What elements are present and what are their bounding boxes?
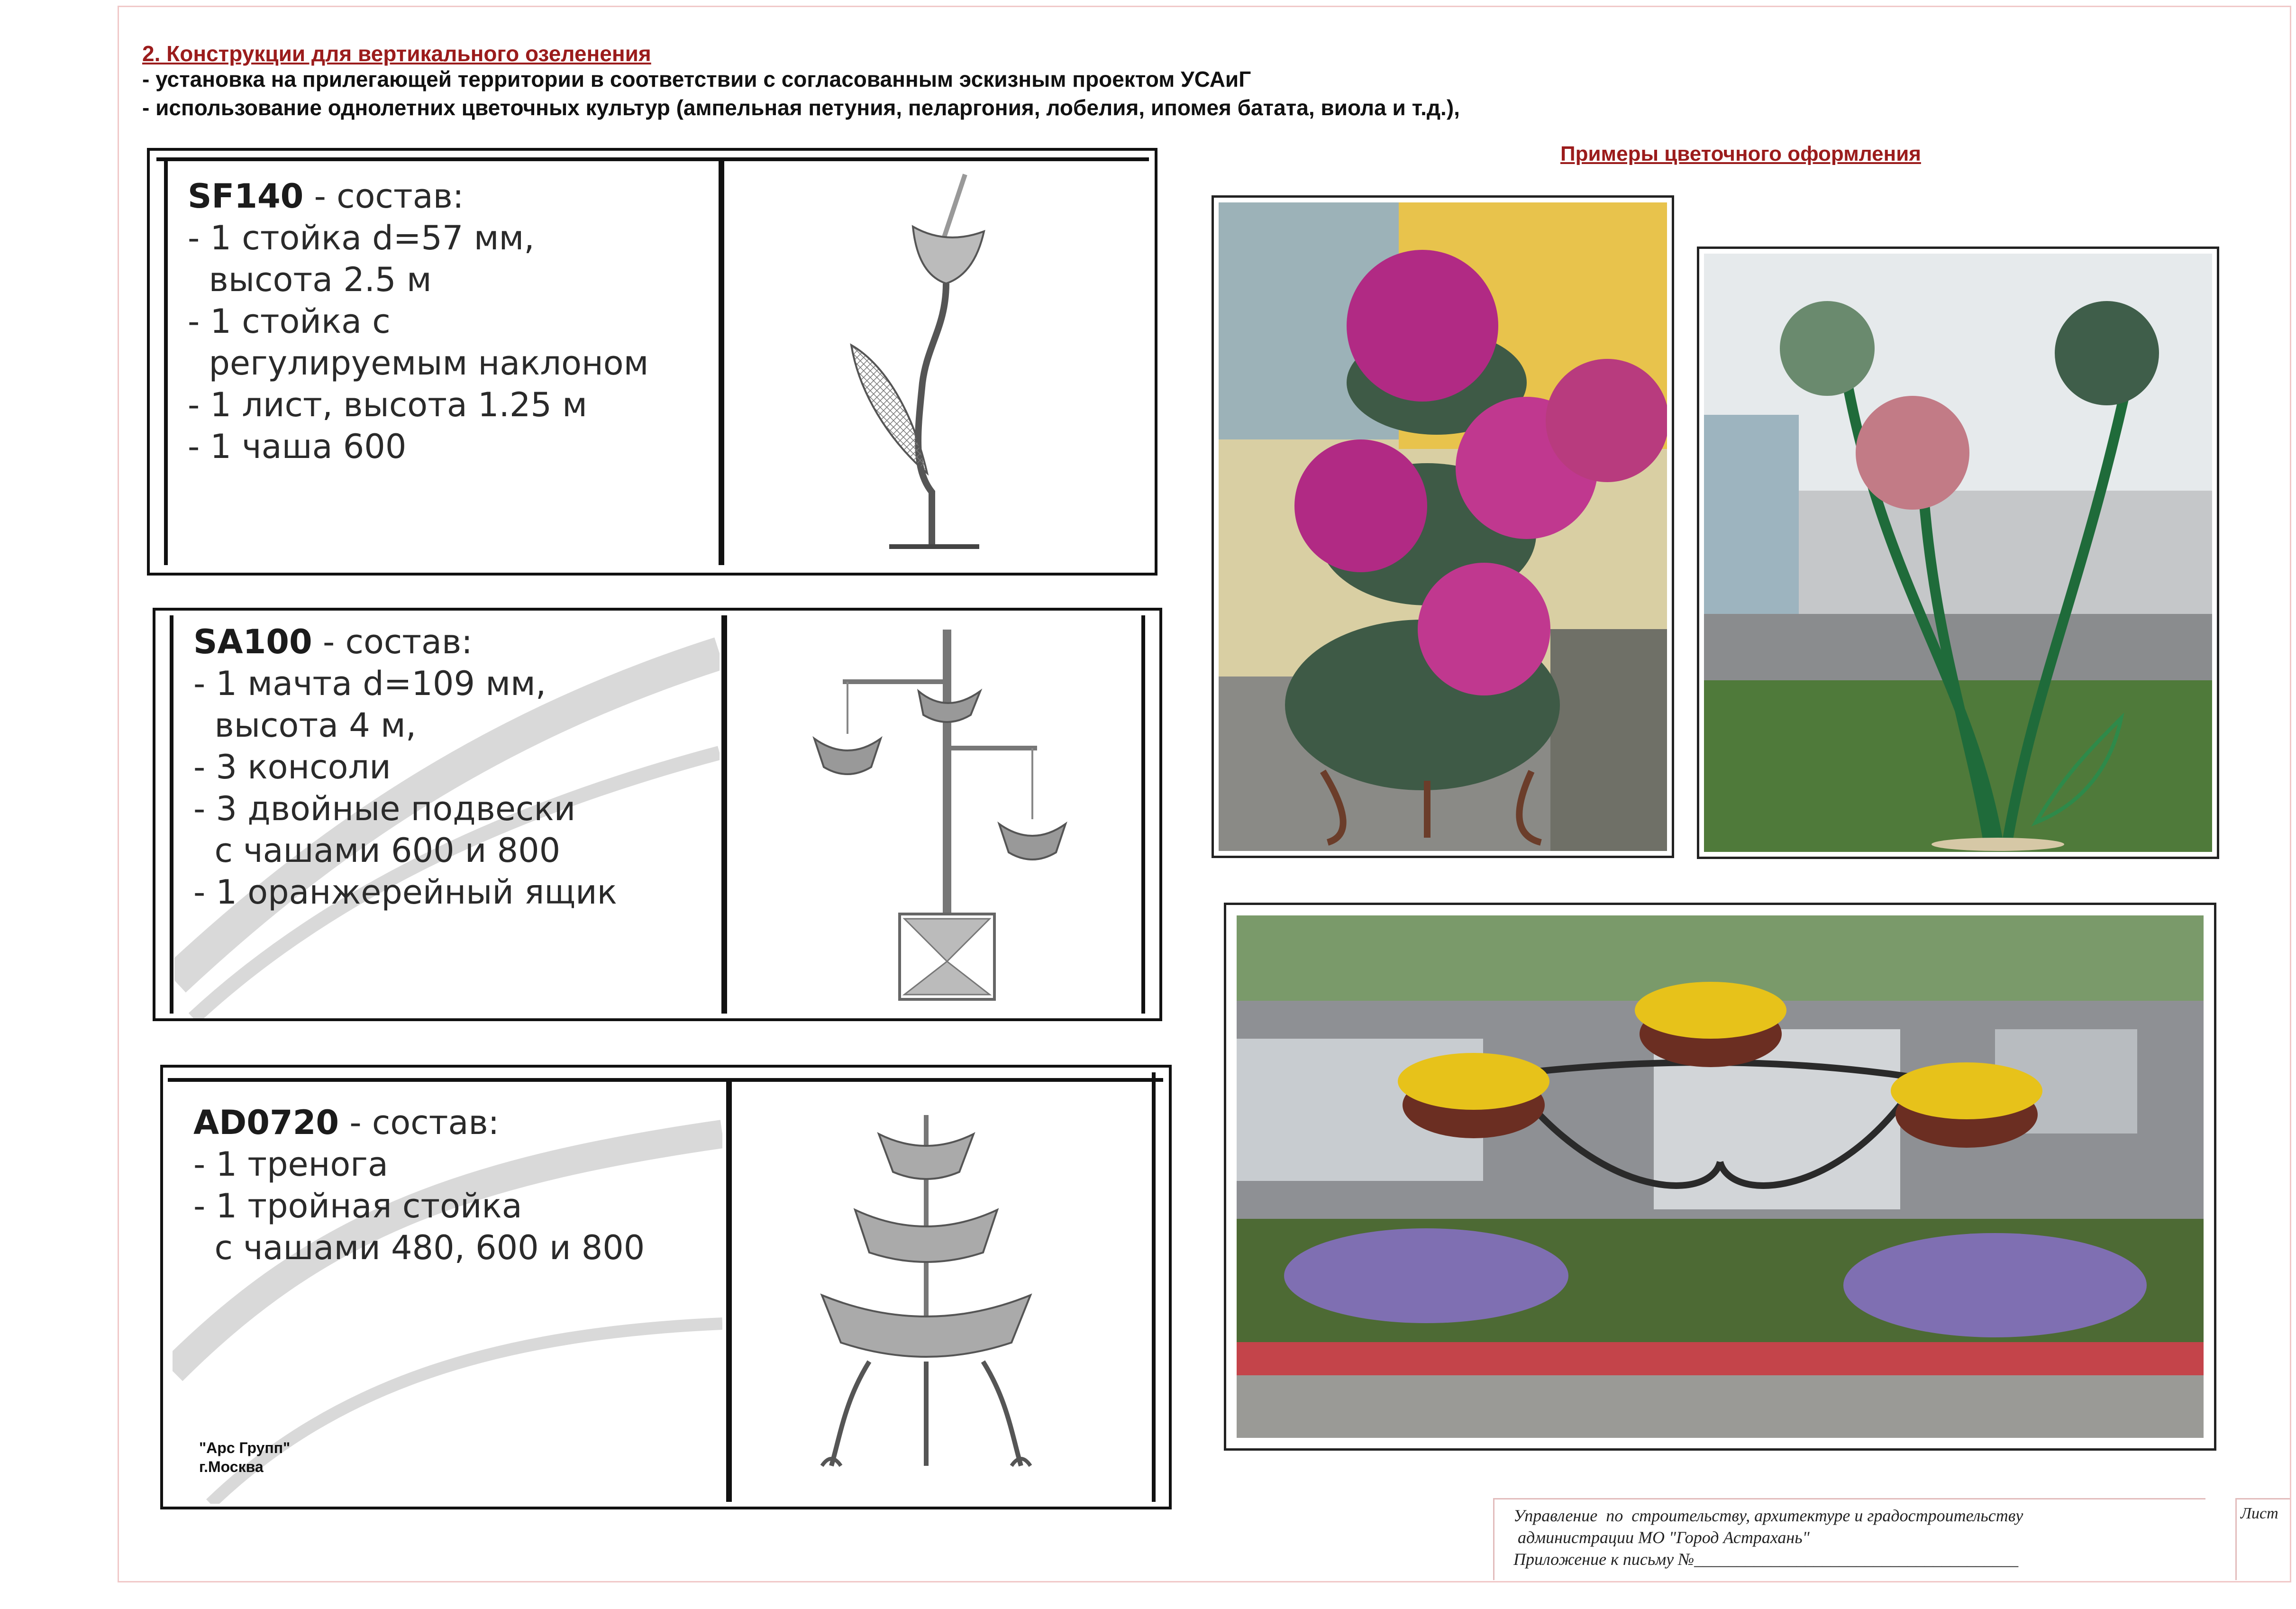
card-divider — [726, 1078, 732, 1502]
card-divider — [721, 615, 727, 1014]
spec-line: - 1 тройная стойка — [193, 1187, 522, 1225]
spec-line: - 1 мачта d=109 мм, — [193, 664, 547, 703]
spec-line: - 3 консоли — [193, 748, 391, 786]
spec-line: - 1 тренога — [193, 1145, 388, 1184]
stamp-line-3: Приложение к письму №______________________________________ — [1513, 1550, 2019, 1569]
card-top-rule — [168, 1078, 1163, 1082]
card-left-rule — [164, 157, 168, 565]
title-block — [1493, 1498, 2205, 1580]
spec-line: - 1 лист, высота 1.25 м — [188, 385, 587, 424]
spec-suffix: - состав: — [339, 1103, 500, 1142]
spec-line: - 1 стойка с — [188, 302, 391, 341]
example-photo-flower-sculptures — [1697, 247, 2219, 859]
spec-line: - 3 двойные подвески — [193, 789, 576, 828]
product-code: SF140 — [188, 177, 304, 216]
spec-line: высота 2.5 м — [188, 260, 432, 299]
parking-planters-image — [1237, 915, 2204, 1438]
flower-stand-drawing — [804, 165, 1136, 568]
spec-line: высота 4 м, — [193, 706, 417, 745]
spec-line: - 1 стойка d=57 мм, — [188, 219, 535, 257]
mast-with-baskets-drawing — [800, 620, 1084, 1014]
spec-line: - 1 оранжерейный ящик — [193, 873, 617, 912]
manufacturer-name: "Арс Групп" — [199, 1439, 291, 1456]
product-code: AD0720 — [193, 1103, 339, 1142]
sheet-label: Лист — [2241, 1505, 2278, 1522]
spec-suffix: - состав: — [312, 622, 473, 661]
card-top-rule — [156, 157, 1149, 161]
manufacturer-city: г.Москва — [199, 1458, 264, 1475]
product-card-sf140 — [147, 148, 1157, 576]
card-divider — [719, 157, 724, 565]
example-photo-parking-planters — [1224, 903, 2216, 1451]
example-photo-tiered-planter — [1212, 195, 1674, 858]
section-title: 2. Конструкции для вертикального озеленения — [142, 41, 651, 66]
product-card-ad0720 — [160, 1065, 1172, 1509]
card-right-rule — [1152, 1072, 1156, 1502]
stamp-line-2: администрации МО "Город Астрахань" — [1513, 1528, 1810, 1547]
tripod-stand-drawing — [793, 1106, 1059, 1485]
stamp-line-1: Управление по строительству, архитектуре и градостроительству — [1513, 1506, 2023, 1525]
requirement-line-1: - установка на прилегающей территории в соответствии с согласованным эскизным проектом УСАиГ — [142, 67, 1251, 91]
tiered-planter-image — [1219, 202, 1667, 851]
spec-text — [193, 621, 617, 913]
spec-line: с чашами 480, 600 и 800 — [193, 1228, 645, 1267]
spec-text — [193, 1102, 645, 1269]
flower-sculptures-image — [1704, 254, 2212, 852]
sheet-number-box — [2235, 1498, 2290, 1580]
spec-suffix: - состав: — [303, 177, 464, 216]
spec-line: - 1 чаша 600 — [188, 427, 407, 466]
manufacturer-label — [199, 1438, 290, 1476]
product-code: SA100 — [193, 622, 312, 661]
card-left-rule — [170, 615, 173, 1014]
spec-line: с чашами 600 и 800 — [193, 831, 561, 870]
product-card-sa100 — [153, 608, 1162, 1021]
requirement-line-2: - использование однолетних цветочных культур (ампельная петуния, пеларгония, лобелия, ипомея батата, виола и т.д.), — [142, 95, 1460, 120]
spec-line: регулируемым наклоном — [188, 344, 649, 383]
card-right-rule — [1141, 615, 1145, 1014]
spec-text — [188, 175, 648, 467]
examples-title: Примеры цветочного оформления — [1560, 142, 1921, 165]
